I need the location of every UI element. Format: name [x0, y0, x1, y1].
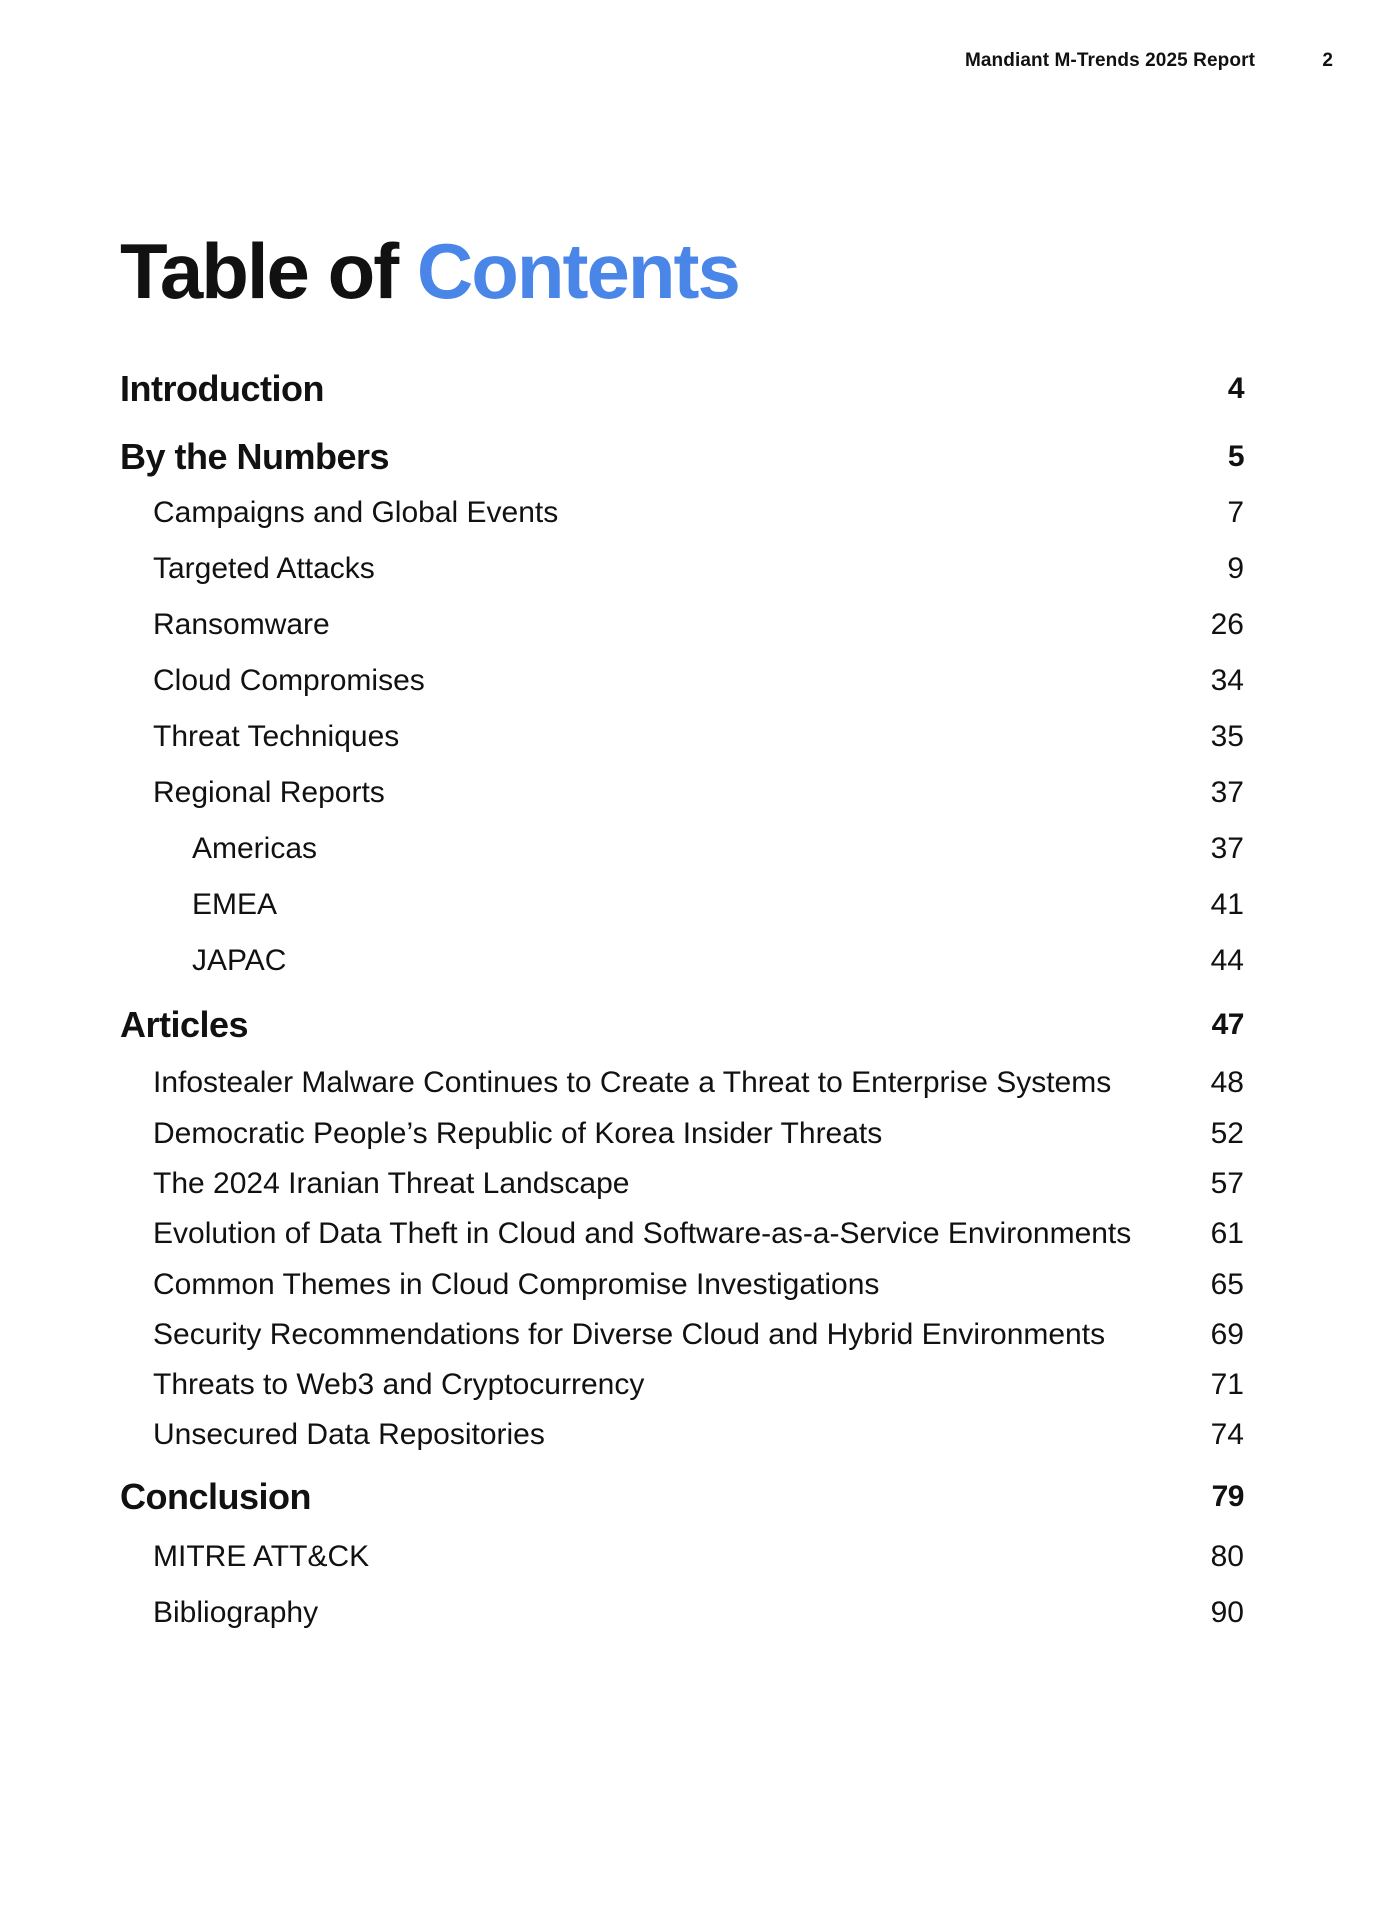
toc-entry[interactable]: [0, 942, 1391, 986]
toc-entry-label: Conclusion: [120, 1476, 311, 1517]
toc-entry-label: Introduction: [120, 368, 324, 409]
toc-entry-page: 61: [1210, 1217, 1244, 1250]
toc-entry-label: Threats to Web3 and Cryptocurrency: [153, 1368, 645, 1401]
toc-entry-page: 44: [1210, 944, 1244, 977]
toc-entry[interactable]: [0, 436, 1391, 480]
toc-entry-label: Targeted Attacks: [153, 552, 375, 585]
report-name: Mandiant M-Trends 2025 Report: [964, 50, 1255, 71]
toc-entry[interactable]: [0, 886, 1391, 930]
toc-entry[interactable]: [0, 662, 1391, 706]
toc-entry[interactable]: [0, 1416, 1391, 1460]
toc-entry-page: 90: [1210, 1596, 1244, 1629]
page-header: [0, 50, 1391, 80]
toc-entry-label: JAPAC: [192, 944, 287, 977]
toc-entry-label: Unsecured Data Repositories: [153, 1418, 545, 1451]
toc-entry-label: Common Themes in Cloud Compromise Investigations: [153, 1268, 880, 1301]
toc-entry-page: 71: [1210, 1368, 1244, 1401]
toc-entry-page: 7: [1227, 496, 1244, 529]
toc-entry-page: 69: [1210, 1318, 1244, 1351]
toc-entry[interactable]: [0, 1215, 1391, 1259]
toc-entry-page: 74: [1210, 1418, 1244, 1451]
toc-entry-label: Security Recommendations for Diverse Cloud and Hybrid Environments: [153, 1318, 1106, 1351]
toc-entry-label: Ransomware: [153, 608, 330, 641]
toc-entry-label: Articles: [120, 1004, 249, 1045]
toc-entry[interactable]: [0, 494, 1391, 538]
toc-entry-page: 52: [1210, 1117, 1244, 1150]
toc-entry[interactable]: [0, 1064, 1391, 1108]
toc-entry-page: 26: [1210, 608, 1244, 641]
toc-entry[interactable]: [0, 1004, 1391, 1048]
toc-entry-page: 37: [1210, 832, 1244, 865]
toc-entry-label: Americas: [192, 832, 318, 865]
toc-entry-label: MITRE ATT&CK: [153, 1540, 370, 1573]
toc-entry[interactable]: [0, 1266, 1391, 1310]
toc-entry[interactable]: [0, 1316, 1391, 1360]
toc-entry[interactable]: [0, 550, 1391, 594]
toc-entry[interactable]: [0, 718, 1391, 762]
toc-entry-page: 80: [1210, 1540, 1244, 1573]
toc-entry-page: 57: [1210, 1167, 1244, 1200]
toc-entry-label: Threat Techniques: [153, 720, 400, 753]
toc-entry-label: Infostealer Malware Continues to Create a Threat to Enterprise Systems: [153, 1066, 1112, 1099]
toc-entry[interactable]: [0, 1115, 1391, 1159]
page-number: 2: [1322, 50, 1333, 71]
toc-entry-label: The 2024 Iranian Threat Landscape: [153, 1167, 630, 1200]
toc-entry-page: 48: [1210, 1066, 1244, 1099]
toc-entry-label: Cloud Compromises: [153, 664, 425, 697]
toc-entry-label: Democratic People’s Republic of Korea Insider Threats: [153, 1117, 883, 1150]
toc-entry-label: Bibliography: [153, 1596, 319, 1629]
toc-entry[interactable]: [0, 830, 1391, 874]
toc-entry-label: EMEA: [192, 888, 278, 921]
toc-entry[interactable]: [0, 368, 1391, 412]
toc-entry-page: 9: [1227, 552, 1244, 585]
toc-entry-label: Evolution of Data Theft in Cloud and Software-as-a-Service Environments: [153, 1217, 1132, 1250]
toc-entry-page: 5: [1227, 440, 1244, 473]
toc-entry-page: 35: [1210, 720, 1244, 753]
toc-entry-page: 65: [1210, 1268, 1244, 1301]
toc-entry-page: 47: [1211, 1008, 1244, 1041]
toc-entry[interactable]: [0, 1165, 1391, 1209]
toc-entry-page: 79: [1211, 1480, 1244, 1513]
toc-entry-label: Regional Reports: [153, 776, 385, 809]
toc-entry[interactable]: [0, 1594, 1391, 1638]
toc-entry-page: 41: [1210, 888, 1244, 921]
toc-entry-page: 37: [1210, 776, 1244, 809]
toc-entry[interactable]: [0, 774, 1391, 818]
toc-entry-label: By the Numbers: [120, 436, 390, 477]
title-accent: Contents: [416, 227, 739, 315]
toc-entry-label: Campaigns and Global Events: [153, 496, 559, 529]
toc-entry[interactable]: [0, 606, 1391, 650]
toc-entry[interactable]: [0, 1476, 1391, 1520]
page-title: [120, 226, 739, 316]
toc-entry-page: 4: [1227, 372, 1244, 405]
toc-entry[interactable]: [0, 1538, 1391, 1582]
toc-entry[interactable]: [0, 1366, 1391, 1410]
toc-entry-page: 34: [1210, 664, 1244, 697]
title-main: Table of: [120, 227, 398, 315]
